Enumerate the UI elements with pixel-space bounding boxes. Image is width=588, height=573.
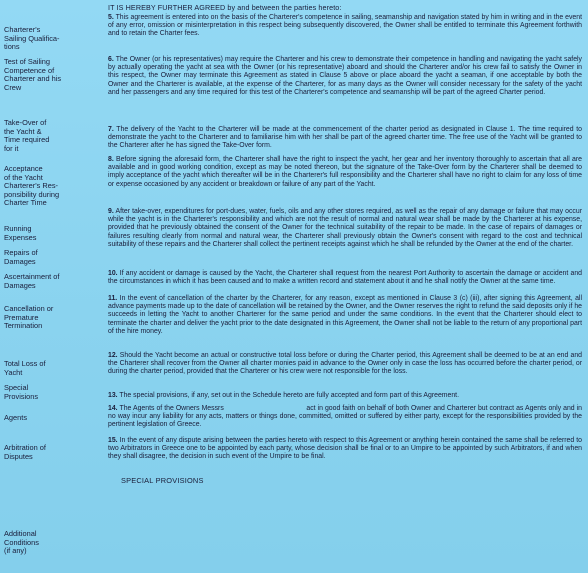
label-ascertainment: Ascertainment of Damages bbox=[4, 272, 60, 290]
clause-number: 6. bbox=[108, 56, 114, 63]
clause-14 bbox=[108, 405, 582, 430]
label-additional-conditions: Additional Conditions (if any) bbox=[4, 529, 39, 556]
clause-text: Before signing the aforesaid form, the Charterer shall have the right to inspect the yacht, her gear and her inventory thoroughly to ascertain that all are available and in good working condition, except as may be noted thereon, but the signature of the Take-Over form by the Charterer shall be deemed to imply acceptance of the yacht which thereafter will be in the Charterer's full responsibility and the Charterer shall have no right to claim for any loss of time or expense occasioned by any accident or breakdown or failure of any part of the Yacht. bbox=[108, 156, 582, 188]
clause-number: 5. bbox=[108, 14, 114, 21]
clause-number: 10. bbox=[108, 270, 118, 277]
clause-text: After take-over, expenditures for port-dues, water, fuels, oils and any other stores required, as well as the repair of any damage or failure that may occur while the yacht is in the Charterer's responsibility and which are not the result of normal and natural wear shall be made by the Charterer at his expense, provided that he previously obtained the consent of the Owner for the technical suitability of the repair to be made. In the case of repairs of damages or failures resulting clearly from normal and natural wear, the Charterer shall previously obtain the Owner's consent with regard to the cost and technical suitability of these repairs and the Charterer shall collect the pertinent receipts against which he shall be refunded by the Owner at the end of the charter. bbox=[108, 208, 582, 248]
clause-13 bbox=[108, 392, 582, 400]
clause-text: This agreement is entered into on the basis of the Charterer's competence in sailing, seamanship and navigation stated by him in writing and in the event of any error, omission or misinterpretation in this respect being subsequently discovered, the Owner shall be entitled to terminate this Agreement forthwith and to retain the Charter fees. bbox=[108, 14, 582, 38]
clause-7 bbox=[108, 126, 582, 151]
clause-text: The delivery of the Yacht to the Charterer will be made at the commencement of the charter period as designated in Clause 1. The time required to demonstrate the yacht to the Charterer and to familiarise him with her shall be part of the agreed charter time. The free use of the Yacht will be granted to the Charterer after he has signed the Take-Over form. bbox=[108, 126, 583, 150]
clause-text: The Owner (or his representatives) may require the Charterer and his crew to demonstrate their competence in handling and navigating the yacht safely by actually operating the yacht at sea with the Owner (or his representative) aboard and should the Charterer and/or his crew fail to satisfy the Owner in this respect, the Owner may terminate this Agreement as stated in Clause 5 above or place aboard the yacht a seaman, if one acceptable by both the Owner and the Charterer is available, at the expense of the Charterer, for as many days as the Owner will consider necessary for the safety of the yacht and her passengers and any time required for this test of the Charterer's competence and seamanship will be part of the agreed Charter period. bbox=[108, 56, 583, 96]
label-take-over: Take-Over of the Yacht & Time required for it bbox=[4, 118, 50, 153]
clause-9 bbox=[108, 208, 582, 249]
label-special-provisions: Special Provisions bbox=[4, 383, 39, 401]
special-provisions-heading: SPECIAL PROVISIONS bbox=[121, 476, 204, 485]
clause-6 bbox=[108, 56, 582, 97]
clause-text: The special provisions, if any, set out in the Schedule hereto are fully accepted and form part of this Agreement. bbox=[119, 392, 460, 399]
label-sailing-qualifications: Charterer's Sailing Qualifica- tions bbox=[4, 25, 60, 52]
intro-line: IT IS HEREBY FURTHER AGREED by and between the parties hereto: bbox=[108, 3, 342, 12]
clause-11 bbox=[108, 295, 582, 336]
clause-number: 13. bbox=[108, 392, 118, 399]
clause-12 bbox=[108, 352, 582, 377]
clause-number: 9. bbox=[108, 208, 114, 215]
label-cancellation: Cancellation or Premature Termination bbox=[4, 304, 54, 331]
clause-number: 15. bbox=[108, 437, 118, 444]
clause-text: Should the Yacht become an actual or constructive total loss before or during the Charter period, this Agreement shall be deemed to be at an end and the Charterer shall recover from the Owner all charter monies paid in advance to the Owner only in case the loss has occurred before the charter period, or during the charter period, provided that the Charterer or his crew were not responsible for the loss. bbox=[108, 352, 582, 376]
label-repairs: Repairs of Damages bbox=[4, 248, 38, 266]
clause-text: In the event of any dispute arising between the parties hereto with respect to this Agreement or anything herein contained the same shall be referred to two Arbitrators in Greece one to be appointed by each party, whose decision shall be final or to an Umpire to be appointed by such Arbitrators, if and when they shall disagree, the decision in such event of the Umpire to be final. bbox=[108, 437, 582, 461]
clause-8 bbox=[108, 156, 582, 189]
label-arbitration: Arbitration of Disputes bbox=[4, 443, 46, 461]
clause-number: 8. bbox=[108, 156, 114, 163]
label-test-of-competence: Test of Sailing Competence of Charterer and his Crew bbox=[4, 57, 62, 92]
clause-text: In the event of cancellation of the charter by the Charterer, for any reason, except as mentioned in Clause 3 (c) (iii), after signing this Agreement, all advance payments made up to the date of cancellation will be retained by the Owner, and the Owner reserves the right to refund the said deposits only if he succeeds in letting the Yacht to another Charterer for the same period and under the same conditions. In the event that the Charterer should elect to terminate the charter and deliver the yacht prior to the date designated in this Agreement, the Owner shall not be liable to the return of any proportional part of the hire money. bbox=[108, 295, 582, 335]
clause-text: If any accident or damage is caused by the Yacht, the Charterer shall request from the nearest Port Authority to ascertain the damage or accident and the circumstances in which it has been caused and to make a written record and statement about it and he shall notify the Owner at the same time. bbox=[108, 270, 582, 286]
clause-5 bbox=[108, 14, 582, 39]
clause-number: 14. bbox=[108, 405, 118, 412]
clause-number: 7. bbox=[108, 126, 114, 133]
clause-15 bbox=[108, 437, 582, 462]
clause-number: 11. bbox=[108, 295, 118, 302]
label-agents: Agents bbox=[4, 413, 28, 422]
label-total-loss: Total Loss of Yacht bbox=[4, 359, 46, 377]
clause-text: The Agents of the Owners Messrs act in good faith on behalf of both Owner and Charterer but contract as Agents only and in no way incur any liability for any acts, matters or things done, committed, omitted or suffered by either party, except for the responsibilities provided by the pertinent legislation of Greece. bbox=[108, 405, 584, 429]
clause-10 bbox=[108, 270, 582, 286]
label-running-expenses: Running Expenses bbox=[4, 224, 37, 242]
label-acceptance: Acceptance of the Yacht Charterer's Res- ponsibility during Charter Time bbox=[4, 164, 60, 208]
clause-number: 12. bbox=[108, 352, 118, 359]
